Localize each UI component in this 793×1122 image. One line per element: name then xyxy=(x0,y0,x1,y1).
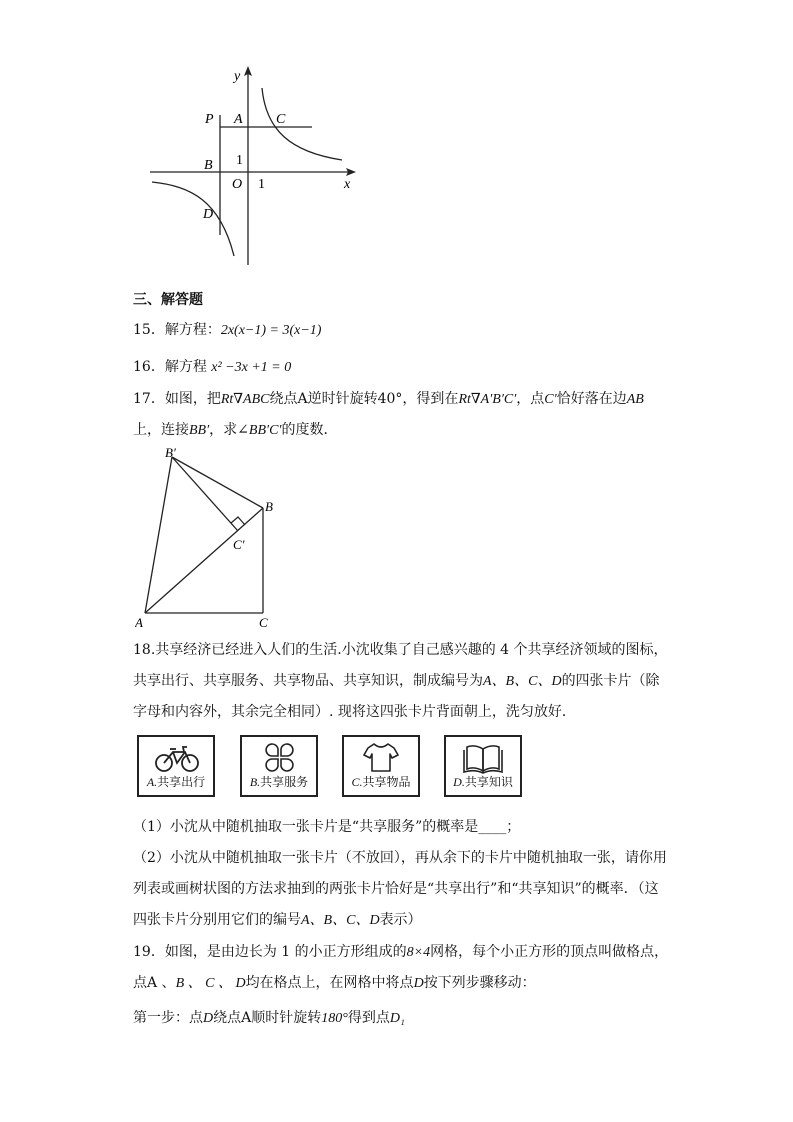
q17-text-f: ，求 xyxy=(209,422,238,438)
q19-step1-degrees: 180° xyxy=(321,1011,348,1026)
q16-text: 解方程 xyxy=(164,359,207,375)
q19-text-a: 19．如图，是由边长为 1 的小正方形组成的 xyxy=(133,944,407,960)
q17-edge-ab: AB xyxy=(626,392,644,407)
point-c-label: C xyxy=(276,112,286,127)
shirt-icon xyxy=(344,741,418,775)
question-18-line-3: 字母和内容外，其余完全相同）. 现将这四张卡片背面朝上，洗匀放好． xyxy=(133,704,576,720)
question-17-line-2 xyxy=(133,420,337,441)
question-19-line-1 xyxy=(133,942,668,963)
q15-equation: 2x(x−1) = 3(x−1) xyxy=(220,323,322,338)
tri-label-a: A xyxy=(135,615,143,630)
hyperbola-figure xyxy=(140,60,370,270)
q19-text-c: 点A 、 xyxy=(133,975,176,991)
card-d-label: D.共享知识 xyxy=(453,775,513,789)
card-b-label: B.共享服务 xyxy=(249,775,309,789)
question-18-sub-1: （1）小沈从中随机抽取一张卡片是“共享服务”的概率是____； xyxy=(133,819,521,835)
card-a xyxy=(137,735,215,797)
card-c-label: C.共享物品 xyxy=(351,775,411,789)
question-19-line-2 xyxy=(133,973,536,994)
question-19-line-3 xyxy=(133,1008,405,1029)
q19-point-d: D xyxy=(413,976,424,991)
q19-points: B 、 C 、 D xyxy=(175,976,246,991)
origin-label: O xyxy=(232,177,243,192)
axis-x-label: x xyxy=(344,177,351,192)
q18-sub2-text-b: 表示） xyxy=(379,912,422,928)
q17-text-e: 上，连接 xyxy=(133,422,189,438)
bicycle-icon xyxy=(139,741,213,775)
q19-step1-b: 绕点A顺时针旋转 xyxy=(213,1010,322,1026)
question-16 xyxy=(133,357,291,378)
tri-label-b: B xyxy=(265,499,273,514)
point-a-label: A xyxy=(234,112,243,127)
question-18-sub-2-line-2: 列表或画树状图的方法求抽到的两张卡片恰好是“共享出行”和“共享知识”的概率．（这 xyxy=(133,881,659,897)
clover-icon xyxy=(242,741,316,775)
q17-triangle-abc-prime: Rt∇A′B′C′ xyxy=(458,392,517,407)
q17-segment-bbprime: BB′ xyxy=(189,423,210,438)
q19-step1-point-d1: D₁ xyxy=(389,1011,405,1026)
section-title: 三、解答题 xyxy=(133,292,203,308)
q19-step1-c: 得到点 xyxy=(347,1010,390,1026)
point-b-label: B xyxy=(204,158,213,173)
q17-text-c: ，点 xyxy=(516,391,545,407)
card-a-label: A.共享出行 xyxy=(146,775,206,789)
q17-text-g: 的度数． xyxy=(281,422,338,438)
q17-text-d: 恰好落在边 xyxy=(556,391,627,407)
q17-angle: ∠BB′C′ xyxy=(237,423,282,438)
tick-y-one: 1 xyxy=(236,153,243,168)
tick-x-one: 1 xyxy=(258,177,265,192)
q19-grid-size: 8×4 xyxy=(406,945,431,960)
q19-step1-a: 第一步：点 xyxy=(133,1010,203,1026)
tri-label-c-prime: C′ xyxy=(233,537,245,552)
point-d-label: D xyxy=(203,207,214,222)
q19-text-d: 均在格点上，在网格中将点 xyxy=(245,975,414,991)
card-d xyxy=(444,735,522,797)
q16-equation: x² −3x +1 = 0 xyxy=(211,360,292,375)
q18-letters: A、B、C、D xyxy=(483,674,562,689)
q15-number: 15． xyxy=(133,322,165,338)
q18-sub2-text-a: 四张卡片分别用它们的编号 xyxy=(133,912,301,928)
q17-triangle-abc: Rt∇ABC xyxy=(220,392,270,407)
q18-text-a: 共享出行、共享服务、共享物品、共享知识，制成编号为 xyxy=(133,673,483,689)
q15-text: 解方程： xyxy=(164,322,221,338)
tri-label-b-prime: B′ xyxy=(165,445,176,460)
q17-text-a: 17．如图，把 xyxy=(133,391,221,407)
q19-step1-point-d: D xyxy=(203,1011,214,1026)
q19-text-e: 按下列步骤移动： xyxy=(423,975,536,991)
q19-text-b: 网格，每个小正方形的顶点叫做格点， xyxy=(430,944,669,960)
tri-label-c: C xyxy=(259,615,268,630)
book-icon xyxy=(446,741,520,775)
question-18-sub-2-line-3 xyxy=(133,910,422,931)
question-15 xyxy=(133,320,321,341)
q16-number: 16． xyxy=(133,359,165,375)
q18-sub2-letters: A、B、C、D xyxy=(301,913,380,928)
q17-point-c-prime: C′ xyxy=(544,392,557,407)
point-p-label: P xyxy=(205,112,214,127)
axis-y-label: y xyxy=(234,69,241,84)
question-18-line-1: 18.共享经济已经进入人们的生活.小沈收集了自己感兴趣的 4 个共享经济领域的图标， xyxy=(133,642,668,658)
card-b xyxy=(240,735,318,797)
card-c xyxy=(342,735,420,797)
q18-text-b: 的四张卡片（除 xyxy=(561,673,660,689)
question-18-sub-2-line-1: （2）小沈从中随机抽取一张卡片（不放回），再从余下的卡片中随机抽取一张，请你用 xyxy=(133,850,667,866)
question-17-line-1 xyxy=(133,389,644,410)
q17-text-b: 绕点A逆时针旋转40°，得到在 xyxy=(269,391,459,407)
question-18-line-2 xyxy=(133,671,660,692)
triangle-figure xyxy=(135,445,295,630)
